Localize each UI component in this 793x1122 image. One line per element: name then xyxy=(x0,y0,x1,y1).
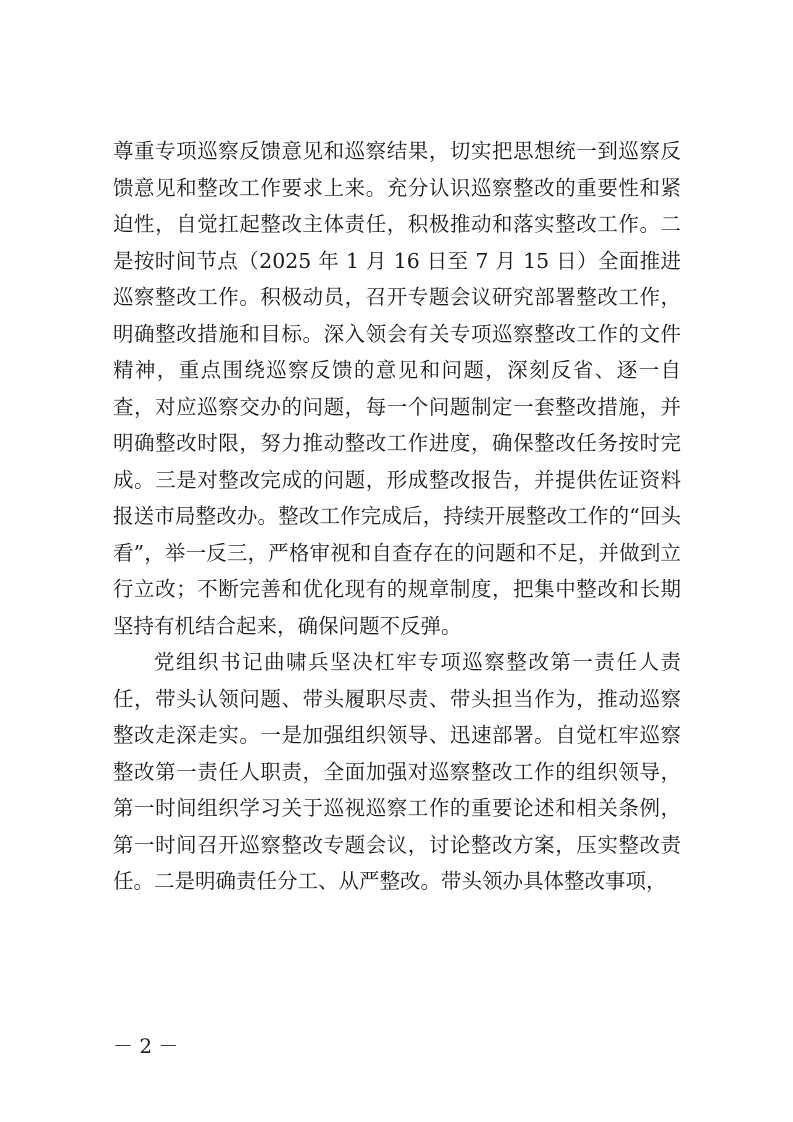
paragraph-1: 尊重专项巡察反馈意见和巡察结果，切实把思想统一到巡察反馈意见和整改工作要求上来。充分认识巡察整改的重要性和紧迫性，自觉扛起整改主体责任，积极推动和落实整改工作。二是按时间节点（2025 年 1 月 16 日至 7 月 15 日）全面推进巡察整改工作。积极动员，召开专题会议研究部署整改工作，明确整改措施和目标。深入领会有关专项巡察整改工作的文件精神，重点围绕巡察反馈的意见和问题，深刻反省、逐一自查，对应巡察交办的问题，每一个问题制定一套整改措施，并明确整改时限，努力推动整改工作进度，确保整改任务按时完成。三是对整改完成的问题，形成整改报告，并提供佐证资料报送市局整改办。整改工作完成后，持续开展整改工作的“回头看”，举一反三，严格审视和自查存在的问题和不足，并做到立行立改；不断完善和优化现有的规章制度，把集中整改和长期坚持有机结合起来，确保问题不反弹。 xyxy=(113,139,681,638)
page-number: － 2 － xyxy=(113,1034,179,1058)
paragraph-2: 党组织书记曲啸兵坚决杠牢专项巡察整改第一责任人责任，带头认领问题、带头履职尽责、带头担当作为，推动巡察整改走深走实。一是加强组织领导、迅速部署。自觉杠牢巡察整改第一责任人职责，全面加强对巡察整改工作的组织领导，第一时间组织学习关于巡视巡察工作的重要论述和相关条例，第一时间召开巡察整改专题会议，讨论整改方案，压实整改责任。二是明确责任分工、从严整改。带头领办具体整改事项， xyxy=(113,650,681,893)
document-body xyxy=(113,133,681,900)
